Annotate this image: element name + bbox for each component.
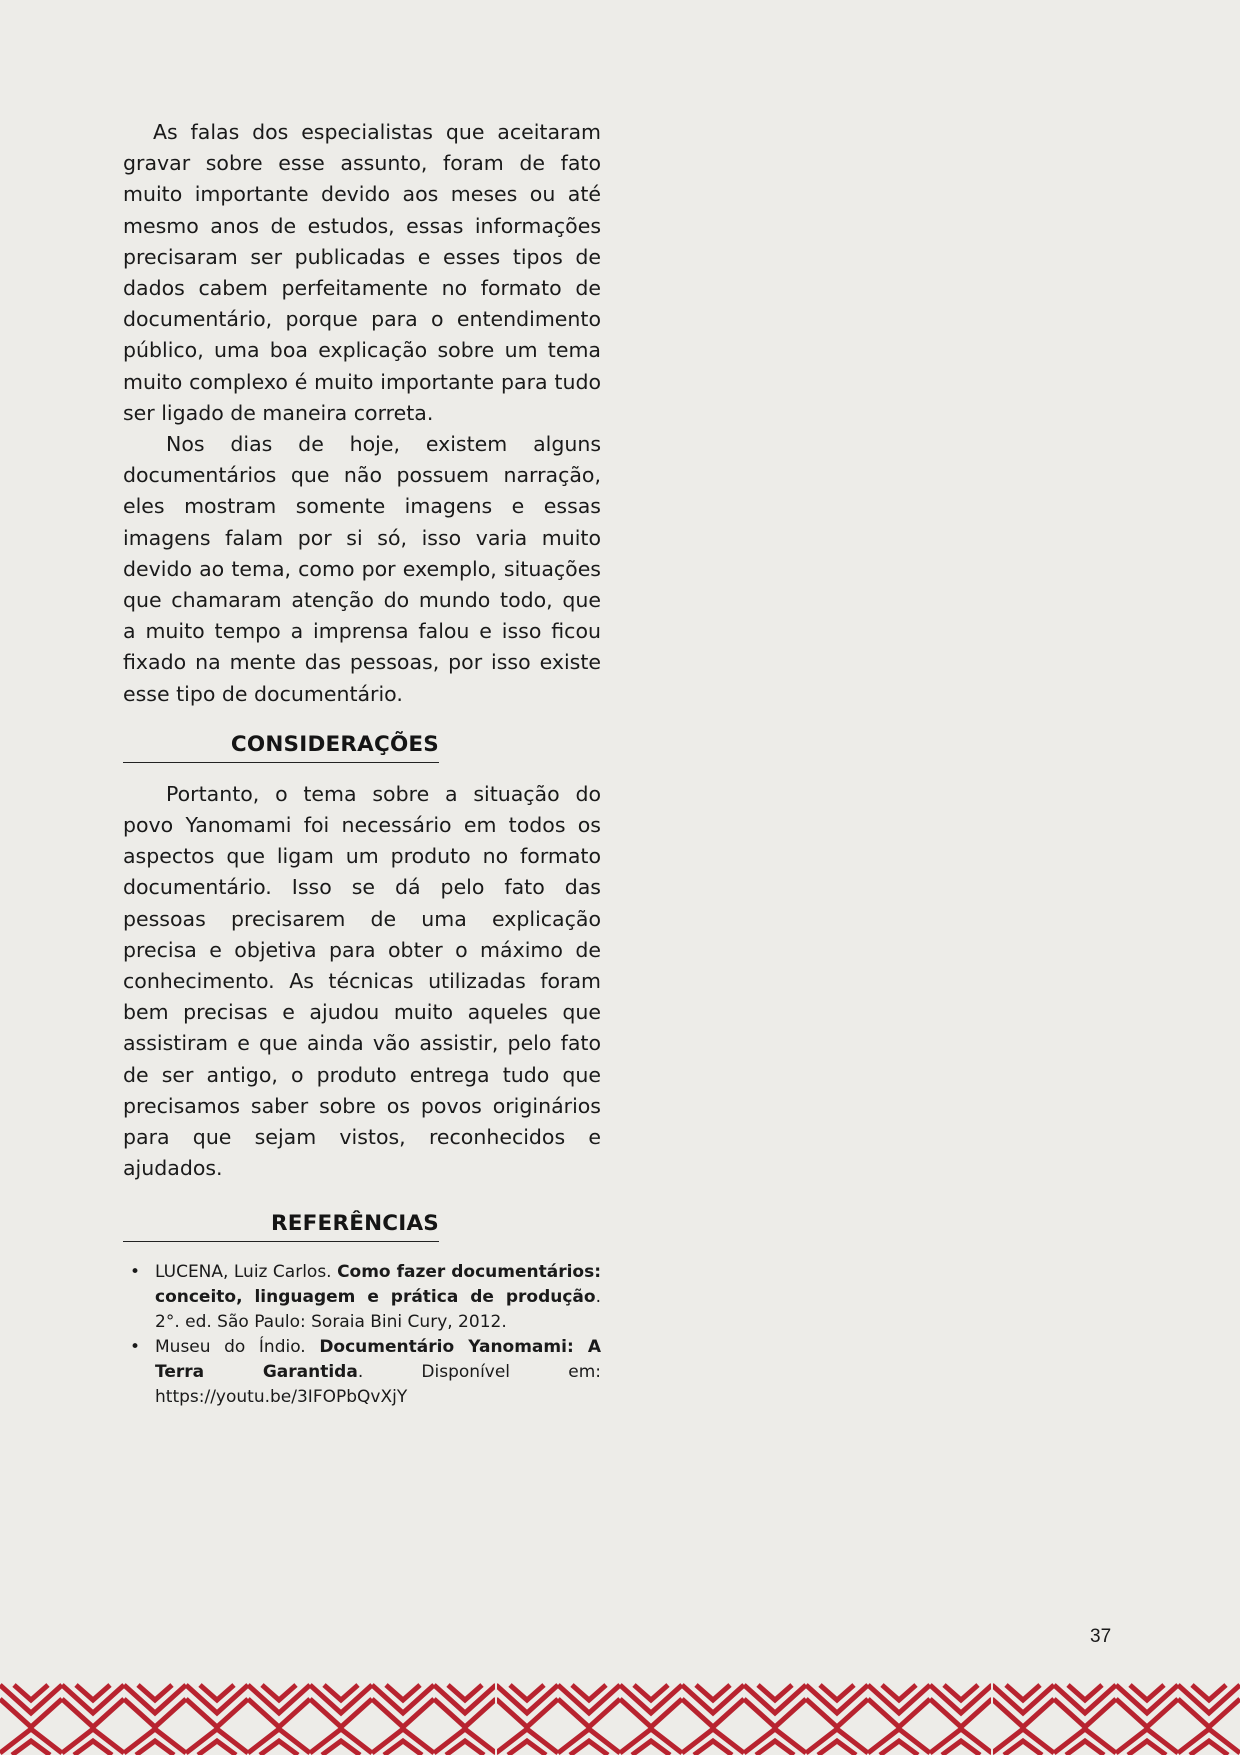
- decorative-zigzag-border: [0, 1683, 1240, 1755]
- reference-author: Museu do Índio.: [155, 1336, 306, 1357]
- considerations-paragraph: Portanto, o tema sobre a situação do povo Yanomami foi necessário em todos os aspectos que ligam um produto no formato documentário. Isso se dá pelo fato das pessoas precisarem de uma explicação precisa e objetiva para obter o máximo de conhecimento. As técnicas utilizadas foram bem precisas e ajudou muito aqueles que assistiram e que ainda vão assistir, pelo fato de ser antigo, o produto entrega tudo que precisamos saber sobre os povos originários para que sejam vistos, reconhecidos e ajudados.: [123, 781, 601, 1181]
- reference-title: Documentário Yanomami: A Terra Garantida: [155, 1336, 602, 1382]
- reference-details: . 2°. ed. São Paulo: Soraia Bini Cury, 2012.: [155, 1286, 601, 1332]
- page-number: 37: [1090, 1626, 1112, 1647]
- reference-title: Como fazer documentários: conceito, linguagem e prática de produção: [155, 1261, 602, 1307]
- body-paragraph-1: As falas dos especialistas que aceitaram gravar sobre esse assunto, foram de fato muito importante devido aos meses ou até mesmo anos de estudos, essas informações precisaram ser publicadas e esses tipos de dados cabem perfeitamente no formato de documentário, porque para o entendimento público, uma boa explicação sobre um tema muito complexo é muito importante para tudo ser ligado de maneira correta.: [123, 120, 601, 425]
- reference-item: [155, 1260, 601, 1335]
- references-heading: REFERÊNCIAS: [123, 1209, 439, 1242]
- reference-details: . Disponível em: https://youtu.be/3IFOPbQvXjY: [155, 1361, 601, 1407]
- reference-author: LUCENA, Luiz Carlos.: [155, 1261, 332, 1282]
- references-list: [123, 1260, 601, 1410]
- body-paragraph-2: Nos dias de hoje, existem alguns documentários que não possuem narração, eles mostram somente imagens e essas imagens falam por si só, isso varia muito devido ao tema, como por exemplo, situações que chamaram atenção do mundo todo, que a muito tempo a imprensa falou e isso ficou fixado na mente das pessoas, por isso existe esse tipo de documentário.: [123, 432, 601, 706]
- considerations-heading: CONSIDERAÇÕES: [123, 730, 439, 763]
- main-text-column: [123, 117, 601, 1410]
- reference-item: [155, 1335, 601, 1410]
